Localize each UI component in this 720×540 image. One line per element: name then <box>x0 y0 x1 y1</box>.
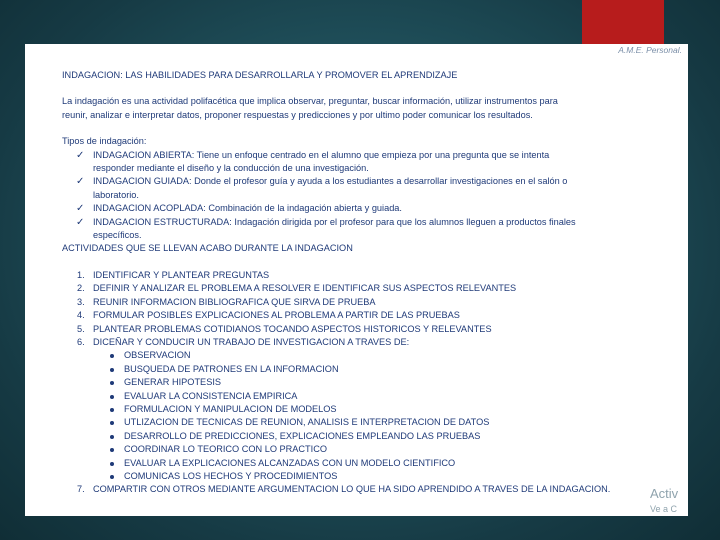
step-text: IDENTIFICAR Y PLANTEAR PREGUNTAS <box>93 269 270 280</box>
step-number: 7. <box>77 484 85 495</box>
sub-step-text: COMUNICAS LOS HECHOS Y PROCEDIMIENTOS <box>124 470 338 481</box>
checkmark-icon: ✓ <box>76 216 85 228</box>
bullet-icon <box>110 435 114 439</box>
sub-step-text: FORMULACION Y MANIPULACION DE MODELOS <box>124 403 337 414</box>
activation-watermark-sub: Ve a C <box>650 504 678 514</box>
type-line: laboratorio. <box>93 189 139 200</box>
list-item <box>62 269 662 282</box>
step-text: PLANTEAR PROBLEMAS COTIDIANOS TOCANDO ASPECTOS HISTORICOS Y RELEVANTES <box>93 323 492 334</box>
sub-step-text: DESARROLLO DE PREDICCIONES, EXPLICACIONES EMPLEANDO LAS PRUEBAS <box>124 430 481 441</box>
bullet-icon <box>110 408 114 412</box>
header-note: A.M.E. Personal. <box>618 45 682 55</box>
list-item <box>62 336 662 483</box>
step-text: DICEÑAR Y CONDUCIR UN TRABAJO DE INVESTIGACION A TRAVES DE: <box>93 336 410 347</box>
sub-list-item <box>93 430 662 443</box>
document-page <box>25 44 688 516</box>
list-item <box>62 202 662 215</box>
bullet-icon <box>110 368 114 372</box>
checkmark-icon: ✓ <box>76 176 85 188</box>
list-item <box>62 149 662 176</box>
sub-list-item <box>93 403 662 416</box>
bullet-icon <box>110 421 114 425</box>
step-number: 2. <box>77 283 85 294</box>
sub-list-item <box>93 443 662 456</box>
intro-line: reunir, analizar e interpretar datos, proponer respuestas y predicciones y por ultimo poder comunicar los resultados. <box>62 109 533 120</box>
checkmark-icon: ✓ <box>76 203 85 215</box>
activities-heading: ACTIVIDADES QUE SE LLEVAN ACABO DURANTE LA INDAGACION <box>62 243 353 254</box>
bullet-icon <box>110 475 114 479</box>
types-list <box>62 149 662 243</box>
list-item <box>62 175 662 202</box>
type-line: INDAGACION ABIERTA: Tiene un enfoque centrado en el alumno que empieza por una pregunta que se intenta <box>93 149 550 160</box>
list-item <box>62 282 662 295</box>
checkmark-icon: ✓ <box>76 149 85 161</box>
step-number: 5. <box>77 323 85 334</box>
sub-step-text: EVALUAR LA EXPLICACIONES ALCANZADAS CON UN MODELO CIENTIFICO <box>124 457 456 468</box>
types-heading: Tipos de indagación: <box>62 136 147 147</box>
activation-watermark: Activ <box>650 486 679 501</box>
sub-steps-list <box>93 349 662 483</box>
list-item <box>62 296 662 309</box>
sub-list-item <box>93 349 662 362</box>
sub-list-item <box>93 470 662 483</box>
type-line: INDAGACION ACOPLADA: Combinación de la indagación abierta y guiada. <box>93 203 402 214</box>
list-item <box>62 483 662 496</box>
step-text: REUNIR INFORMACION BIBLIOGRAFICA QUE SIRVA DE PRUEBA <box>93 296 376 307</box>
sub-step-text: OBSERVACION <box>124 350 191 361</box>
sub-step-text: EVALUAR LA CONSISTENCIA EMPIRICA <box>124 390 298 401</box>
sub-list-item <box>93 416 662 429</box>
type-line: responder mediante el diseño y la conducción de una investigación. <box>93 163 369 174</box>
document-content <box>62 69 662 497</box>
type-line: INDAGACION GUIADA: Donde el profesor guía y ayuda a los estudiantes a desarrollar investigaciones en el salón o <box>93 176 568 187</box>
type-line: INDAGACION ESTRUCTURADA: Indagación dirigida por el profesor para que los alumnos lleguen a productos finales <box>93 216 576 227</box>
sub-list-item <box>93 363 662 376</box>
bullet-icon <box>110 462 114 466</box>
sub-step-text: GENERAR HIPOTESIS <box>124 377 221 388</box>
step-number: 1. <box>77 269 85 280</box>
bullet-icon <box>110 395 114 399</box>
bullet-icon <box>110 448 114 452</box>
bullet-icon <box>110 381 114 385</box>
sub-list-item <box>93 457 662 470</box>
list-item <box>62 323 662 336</box>
step-text: DEFINIR Y ANALIZAR EL PROBLEMA A RESOLVER E IDENTIFICAR SUS ASPECTOS RELEVANTES <box>93 283 517 294</box>
document-title: INDAGACION: LAS HABILIDADES PARA DESARROLLARLA Y PROMOVER EL APRENDIZAJE <box>62 70 458 80</box>
step-text: COMPARTIR CON OTROS MEDIANTE ARGUMENTACION LO QUE HA SIDO APRENDIDO A TRAVES DE LA INDAGACION. <box>93 484 611 495</box>
sub-list-item <box>93 376 662 389</box>
intro-line: La indagación es una actividad polifacética que implica observar, preguntar, buscar información, utilizar instrumentos para <box>62 96 558 107</box>
list-item <box>62 309 662 322</box>
list-item <box>62 216 662 243</box>
step-number: 6. <box>77 336 85 347</box>
step-number: 3. <box>77 296 85 307</box>
sub-step-text: COORDINAR LO TEORICO CON LO PRACTICO <box>124 444 327 455</box>
sub-list-item <box>93 390 662 403</box>
type-line: específicos. <box>93 230 142 241</box>
step-number: 4. <box>77 310 85 321</box>
sub-step-text: UTLIZACION DE TECNICAS DE REUNION, ANALISIS E INTERPRETACION DE DATOS <box>124 417 490 428</box>
red-accent-bar <box>582 0 664 46</box>
activities-list <box>62 269 662 497</box>
bullet-icon <box>110 354 114 358</box>
sub-step-text: BUSQUEDA DE PATRONES EN LA INFORMACION <box>124 363 339 374</box>
step-text: FORMULAR POSIBLES EXPLICACIONES AL PROBLEMA A PARTIR DE LAS PRUEBAS <box>93 310 460 321</box>
